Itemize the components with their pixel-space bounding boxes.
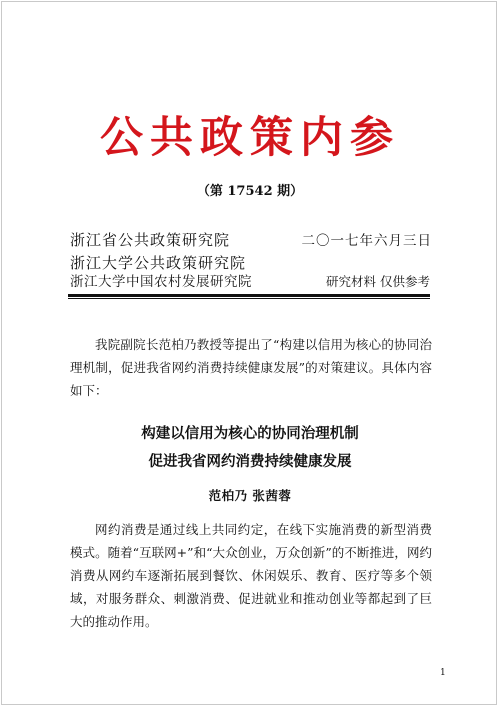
institute-name-provincial: 浙江省公共政策研究院 <box>70 231 231 249</box>
page-number: 1 <box>440 668 446 678</box>
institute-name-university: 浙江大学公共政策研究院 <box>70 254 247 272</box>
institute-name-rural-development: 浙江大学中国农村发展研究院 <box>70 274 252 290</box>
article-title-line-1: 构建以信用为核心的协同治理机制 <box>141 426 359 442</box>
header-divider-thin <box>68 298 430 299</box>
issue-date: 二〇一七年六月三日 <box>301 233 432 249</box>
article-authors: 范柏乃 张茜蓉 <box>208 488 292 503</box>
masthead-title: 公共政策内参 <box>100 113 400 163</box>
header-divider-thick <box>68 294 430 297</box>
intro-paragraph: 我院副院长范柏乃教授等提出了“构建以信用为核心的协同治理机制，促进我省网约消费持续健康发展”的对策建议。具体内容如下： <box>70 337 432 398</box>
issue-number: （第 17542 期） <box>196 184 304 199</box>
reference-note: 研究材料 仅供参考 <box>326 274 430 289</box>
article-title-line-2: 促进我省网约消费持续健康发展 <box>148 454 352 470</box>
article-paragraph: 网约消费是通过线上共同约定，在线下实施消费的新型消费模式。随着“互联网+”和“大众创业，万众创新”的不断推进，网约消费从网约车逐渐拓展到餐饮、休闲娱乐、教育、医疗等多个领域，对服务群众、刺激消费、促进就业和推动创业等都起到了巨大的推动作用。 <box>70 522 432 629</box>
